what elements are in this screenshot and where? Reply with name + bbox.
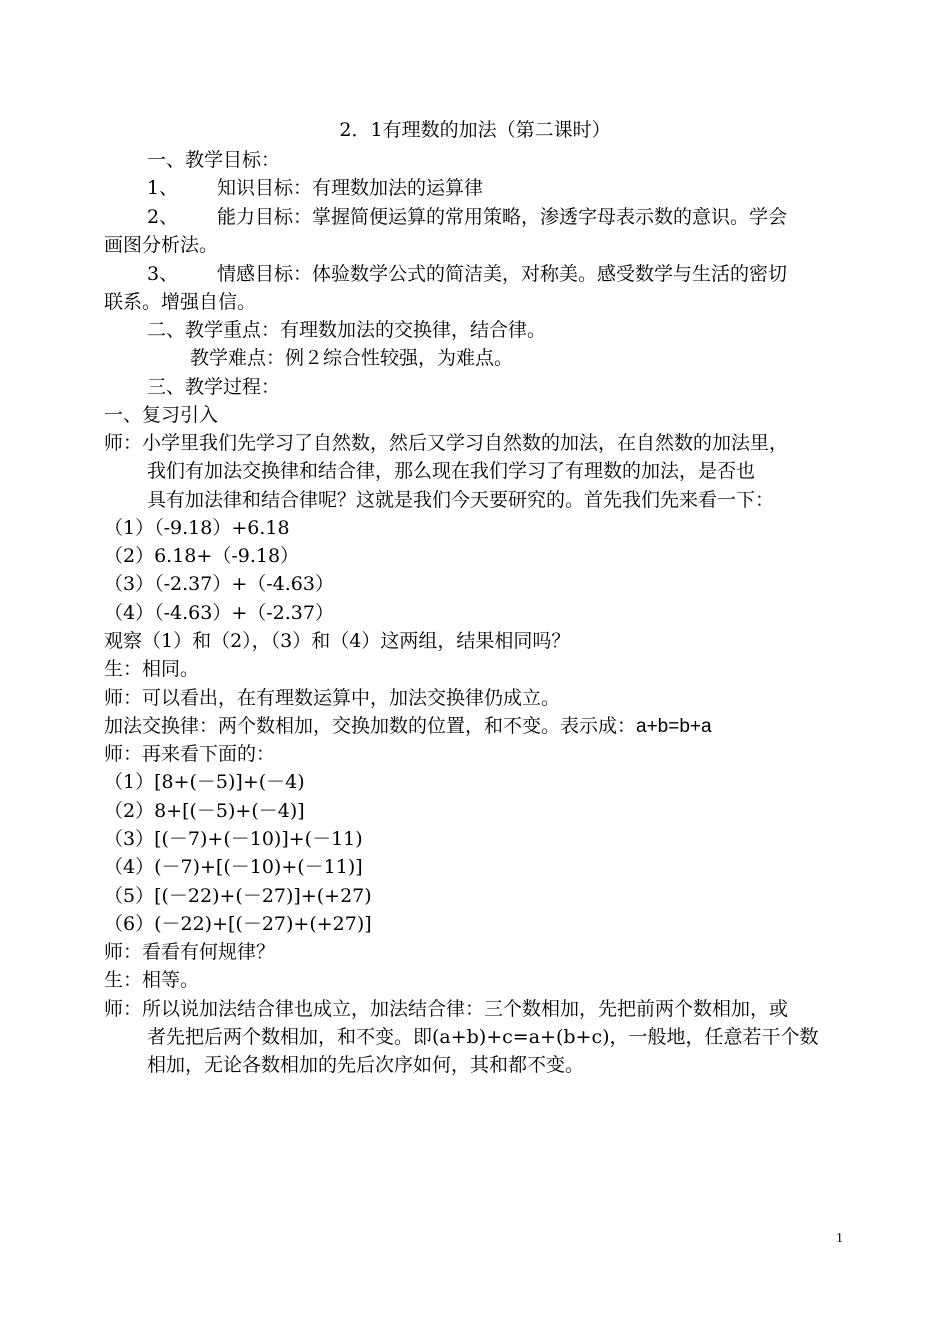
goal-text-continued: 画图分析法。 — [104, 234, 219, 256]
student-line: 生：相同。 — [104, 658, 200, 680]
teacher-line: 师：再来看下面的： — [104, 743, 276, 765]
teacher-line: 师：看看有何规律？ — [104, 941, 276, 963]
section-heading-process: 三、教学过程： — [147, 376, 281, 398]
goal-text: 知识目标：有理数加法的运算律 — [217, 177, 484, 199]
student-line: 生：相等。 — [104, 969, 200, 991]
exercise-item: （2）6.18+（-9.18） — [104, 545, 300, 567]
goal-text: 情感目标：体验数学公式的简洁美，对称美。感受数学与生活的密切 — [217, 263, 788, 285]
goal-item — [147, 174, 483, 202]
exercise-item: （3）（-2.37）+（-4.63） — [104, 573, 334, 595]
exercise-item: （5）[(－22)+(－27)]+(+27) — [104, 885, 372, 907]
commutative-law — [104, 712, 712, 740]
page-title: 2．1有理数的加法（第二课时） — [339, 119, 611, 141]
teacher-line: 相加，无论各数相加的先后次序如何，其和都不变。 — [147, 1054, 585, 1076]
teacher-line: 师：可以看出，在有理数运算中，加法交换律仍成立。 — [104, 687, 561, 709]
goal-text: 能力目标：掌握简便运算的常用策略，渗透字母表示数的意识。学会 — [217, 206, 788, 228]
exercise-item: （1）[8+(－5)]+(－4) — [104, 771, 305, 793]
exercise-item: （6）(－22)+[(－27)+(+27)] — [104, 913, 372, 935]
goal-number: 3、 — [147, 263, 179, 285]
part-heading: 一、复习引入 — [104, 404, 219, 426]
exercise-item: （3）[(－7)+(－10)]+(－11) — [104, 828, 363, 850]
exercise-item: （4）(－7)+[(－10)+(－11)] — [104, 856, 363, 878]
teacher-line: 师：小学里我们先学习了自然数，然后又学习自然数的加法，在自然数的加法里， — [104, 432, 789, 454]
commutative-label: 加法交换律：两个数相加，交换加数的位置，和不变。表示成： — [104, 715, 637, 737]
goal-number: 2、 — [147, 206, 179, 228]
key-point: 二、教学重点：有理数加法的交换律，结合律。 — [147, 319, 547, 341]
section-heading-goals: 一、教学目标： — [147, 149, 281, 171]
teacher-line: 者先把后两个数相加，和不变。即(a+b)+c=a+(b+c)，一般地，任意若干个数 — [147, 1026, 819, 1048]
page-number: 1 — [836, 1231, 843, 1246]
goal-item — [147, 203, 787, 231]
teacher-line: 我们有加法交换律和结合律，那么现在我们学习了有理数的加法，是否也 — [147, 460, 756, 482]
commutative-formula: a+b=b+a — [636, 716, 712, 737]
difficulty: 教学难点：例２综合性较强，为难点。 — [190, 347, 514, 369]
goal-item — [147, 260, 787, 288]
observe-question: 观察（1）和（2），（3）和（4）这两组，结果相同吗？ — [104, 630, 571, 652]
exercise-item: （1）（-9.18）+6.18 — [104, 517, 290, 539]
teacher-line: 具有加法律和结合律呢？这就是我们今天要研究的。首先我们先来看一下： — [147, 489, 775, 511]
exercise-item: （2）8+[(－5)+(－4)] — [104, 800, 305, 822]
goal-number: 1、 — [147, 177, 179, 199]
teacher-line: 师：所以说加法结合律也成立，加法结合律：三个数相加，先把前两个数相加，或 — [104, 998, 789, 1020]
exercise-item: （4）（-4.63）+（-2.37） — [104, 602, 334, 624]
goal-text-continued: 联系。增强自信。 — [104, 291, 257, 313]
